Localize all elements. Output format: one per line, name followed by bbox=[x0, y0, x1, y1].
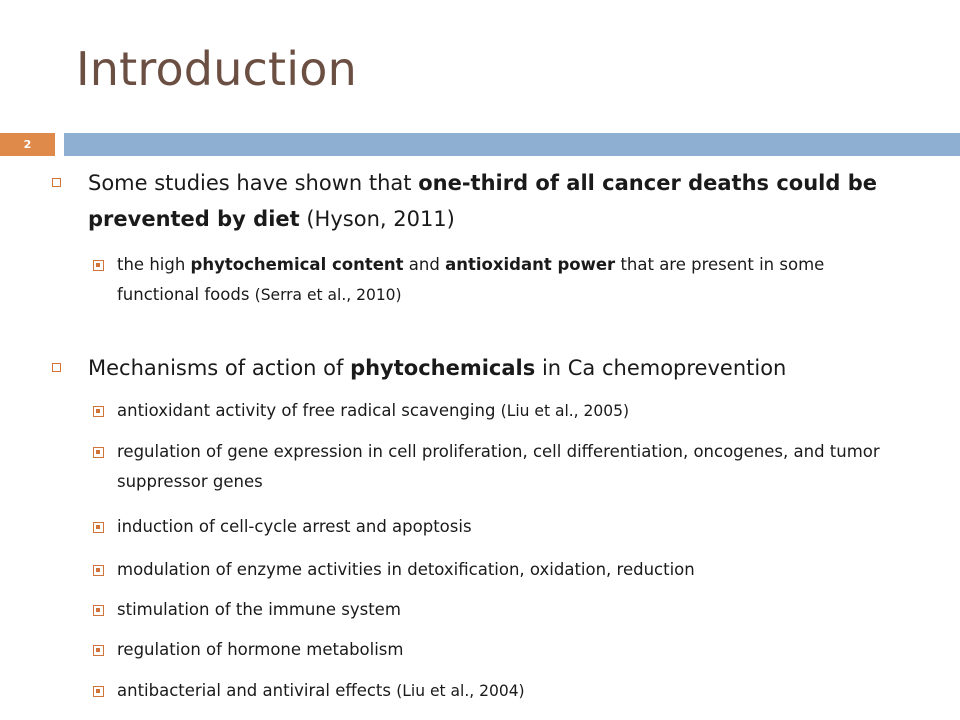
bullet-text: Mechanisms of action of phytochemicals in Ca chemoprevention bbox=[88, 356, 787, 380]
filled-square-bullet-icon bbox=[93, 522, 104, 533]
sub-bullet-enzyme-modulation bbox=[117, 555, 907, 585]
bullet-mechanisms bbox=[88, 350, 908, 386]
hollow-square-bullet-icon bbox=[52, 363, 61, 372]
sub-bullet-gene-expression bbox=[117, 437, 907, 497]
filled-square-bullet-icon bbox=[93, 447, 104, 458]
sub-bullet-cell-cycle bbox=[117, 512, 907, 542]
filled-square-bullet-icon bbox=[93, 260, 104, 271]
filled-square-bullet-icon bbox=[93, 686, 104, 697]
hollow-square-bullet-icon bbox=[52, 178, 61, 187]
sub-bullet-text: antioxidant activity of free radical scavenging (Liu et al., 2005) bbox=[117, 401, 630, 420]
filled-square-bullet-icon bbox=[93, 406, 104, 417]
slide-title: Introduction bbox=[76, 42, 357, 96]
filled-square-bullet-icon bbox=[93, 605, 104, 616]
bullet-diet-prevention bbox=[88, 165, 908, 237]
sub-bullet-text: stimulation of the immune system bbox=[117, 600, 401, 619]
filled-square-bullet-icon bbox=[93, 565, 104, 576]
sub-bullet-text: modulation of enzyme activities in detoxification, oxidation, reduction bbox=[117, 560, 695, 579]
sub-bullet-immune-system bbox=[117, 595, 907, 625]
filled-square-bullet-icon bbox=[93, 645, 104, 656]
sub-bullet-text: induction of cell-cycle arrest and apoptosis bbox=[117, 517, 472, 536]
sub-bullet-hormone-metabolism bbox=[117, 635, 907, 665]
slide-number: 2 bbox=[0, 133, 55, 156]
sub-bullet-text: antibacterial and antiviral effects (Liu et al., 2004) bbox=[117, 681, 525, 700]
sub-bullet-text: the high phytochemical content and antioxidant power that are present in some functional foods (Serra et al., 2010) bbox=[117, 255, 825, 304]
sub-bullet-text: regulation of hormone metabolism bbox=[117, 640, 404, 659]
sub-bullet-antioxidant-activity bbox=[117, 396, 907, 426]
sub-bullet-text: regulation of gene expression in cell proliferation, cell differentiation, oncogenes, and tumor suppressor genes bbox=[117, 442, 880, 491]
bullet-text: Some studies have shown that one-third of all cancer deaths could be prevented by diet (Hyson, 2011) bbox=[88, 171, 877, 231]
sub-bullet-antibacterial bbox=[117, 676, 907, 706]
sub-bullet-phytochemical-content bbox=[117, 250, 907, 310]
